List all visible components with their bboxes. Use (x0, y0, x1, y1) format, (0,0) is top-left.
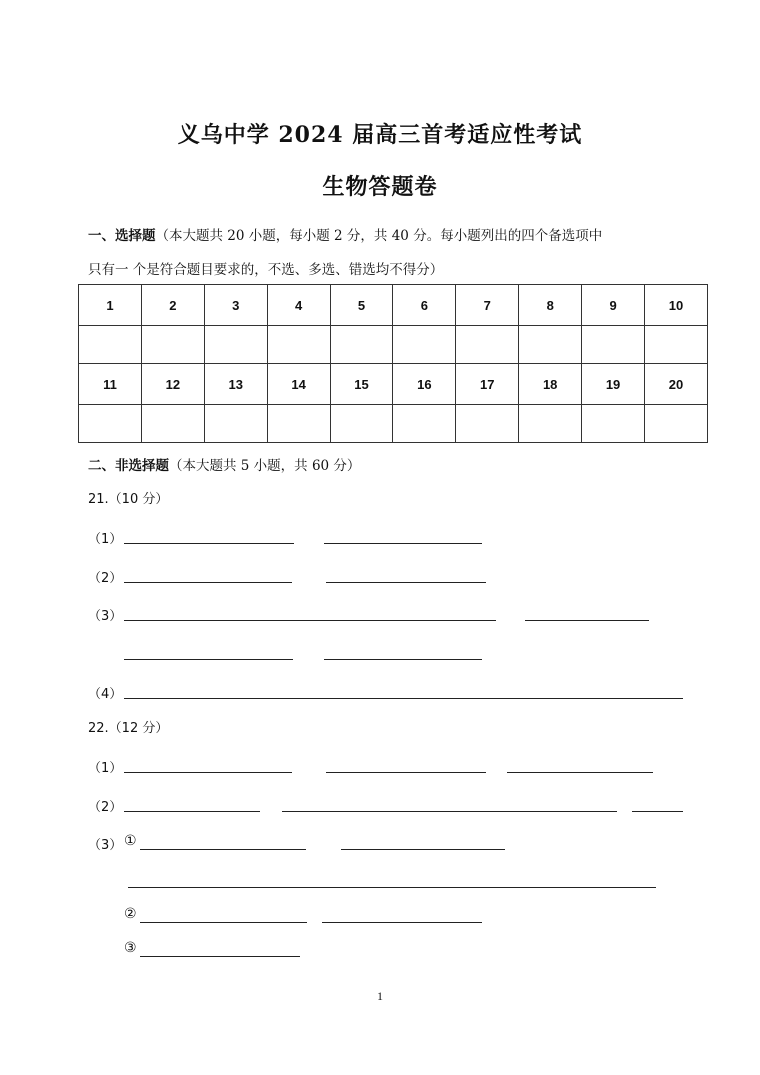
answer-cell[interactable] (393, 326, 456, 364)
question-number-cell: 15 (330, 364, 393, 405)
q22-sub2-blank-b[interactable] (322, 922, 482, 923)
q21-part3-blank-d[interactable] (324, 659, 482, 660)
answer-cell[interactable] (330, 326, 393, 364)
question-number-cell: 4 (267, 285, 330, 326)
answer-cell[interactable] (267, 405, 330, 443)
section2-desc: （本大题共 5 小题，共 60 分） (169, 458, 361, 474)
answer-table-header-row-2 (79, 364, 708, 405)
question-number-cell: 12 (141, 364, 204, 405)
section1-header (88, 224, 602, 244)
q22-part2-blank-c[interactable] (632, 811, 683, 812)
question-number-cell: 9 (582, 285, 645, 326)
answer-cell[interactable] (79, 326, 142, 364)
section2-header (88, 454, 360, 474)
q21-part1-label: （1） (88, 532, 123, 547)
question-number-cell: 10 (645, 285, 708, 326)
answer-cell[interactable] (519, 405, 582, 443)
question-number-cell: 8 (519, 285, 582, 326)
question-number-cell: 16 (393, 364, 456, 405)
page-number: 1 (377, 989, 383, 1003)
q21-title: 21.（10 分） (88, 492, 169, 507)
answer-cell[interactable] (141, 405, 204, 443)
section1-desc-line1: （本大题共 20 小题，每小题 2 分，共 40 分。每小题列出的四个备选项中 (155, 228, 603, 244)
question-number-cell: 19 (582, 364, 645, 405)
answer-table-answer-row-2 (79, 405, 708, 443)
answer-table-answer-row-1 (79, 326, 708, 364)
answer-cell[interactable] (267, 326, 330, 364)
q22-title: 22.（12 分） (88, 721, 169, 736)
q22-part1-blank-c[interactable] (507, 772, 653, 773)
q22-sub3-marker: ③ (124, 940, 137, 956)
q22-sub1-blank-c[interactable] (128, 887, 656, 888)
q22-sub2-blank-a[interactable] (140, 922, 307, 923)
question-number-cell: 7 (456, 285, 519, 326)
question-number-cell: 5 (330, 285, 393, 326)
question-number-cell: 17 (456, 364, 519, 405)
exam-subtitle: 生物答题卷 (322, 174, 438, 200)
answer-cell[interactable] (393, 405, 456, 443)
q22-sub1-blank-a[interactable] (140, 849, 306, 850)
question-number-cell: 11 (79, 364, 142, 405)
q21-part1-blank-a[interactable] (124, 543, 294, 544)
q22-part1-blank-a[interactable] (124, 772, 292, 773)
q21-part3-blank-a[interactable] (124, 620, 496, 621)
question-number-cell: 14 (267, 364, 330, 405)
q22-part1-blank-b[interactable] (326, 772, 486, 773)
section1-desc-line2: 只有一 个是符合题目要求的，不选、多选、错选均不得分） (88, 262, 444, 278)
q22-part2-blank-a[interactable] (124, 811, 260, 812)
answer-cell[interactable] (204, 326, 267, 364)
answer-table (78, 284, 708, 443)
q21-part4-blank[interactable] (124, 698, 683, 699)
section1-heading: 一、选择题 (88, 228, 156, 244)
answer-cell[interactable] (645, 326, 708, 364)
question-number-cell: 18 (519, 364, 582, 405)
answer-cell[interactable] (582, 326, 645, 364)
answer-table-header-row-1 (79, 285, 708, 326)
q22-sub2-marker: ② (124, 906, 137, 922)
answer-cell[interactable] (519, 326, 582, 364)
question-number-cell: 20 (645, 364, 708, 405)
section2-heading: 二、非选择题 (88, 458, 169, 474)
q21-part3-blank-b[interactable] (525, 620, 649, 621)
question-number-cell: 6 (393, 285, 456, 326)
question-number-cell: 13 (204, 364, 267, 405)
exam-title: 义乌中学 2024 届高三首考适应性考试 (177, 122, 583, 148)
question-number-cell: 2 (141, 285, 204, 326)
answer-cell[interactable] (456, 405, 519, 443)
q21-part1-blank-b[interactable] (324, 543, 482, 544)
q22-part3-label: （3） (88, 838, 123, 853)
q22-sub3-blank[interactable] (140, 956, 300, 957)
question-number-cell: 3 (204, 285, 267, 326)
q22-part2-blank-b[interactable] (282, 811, 617, 812)
q22-sub1-blank-b[interactable] (341, 849, 505, 850)
answer-cell[interactable] (204, 405, 267, 443)
answer-cell[interactable] (582, 405, 645, 443)
q21-part2-blank-b[interactable] (326, 582, 486, 583)
q22-sub1-marker: ① (124, 833, 137, 849)
q21-part2-label: （2） (88, 571, 123, 586)
q21-part3-blank-c[interactable] (124, 659, 293, 660)
q21-part3-label: （3） (88, 609, 123, 624)
q22-part2-label: （2） (88, 800, 123, 815)
q21-part4-label: （4） (88, 687, 123, 702)
question-number-cell: 1 (79, 285, 142, 326)
answer-cell[interactable] (79, 405, 142, 443)
q22-part1-label: （1） (88, 761, 123, 776)
answer-cell[interactable] (330, 405, 393, 443)
answer-cell[interactable] (141, 326, 204, 364)
q21-part2-blank-a[interactable] (124, 582, 292, 583)
answer-cell[interactable] (456, 326, 519, 364)
answer-cell[interactable] (645, 405, 708, 443)
